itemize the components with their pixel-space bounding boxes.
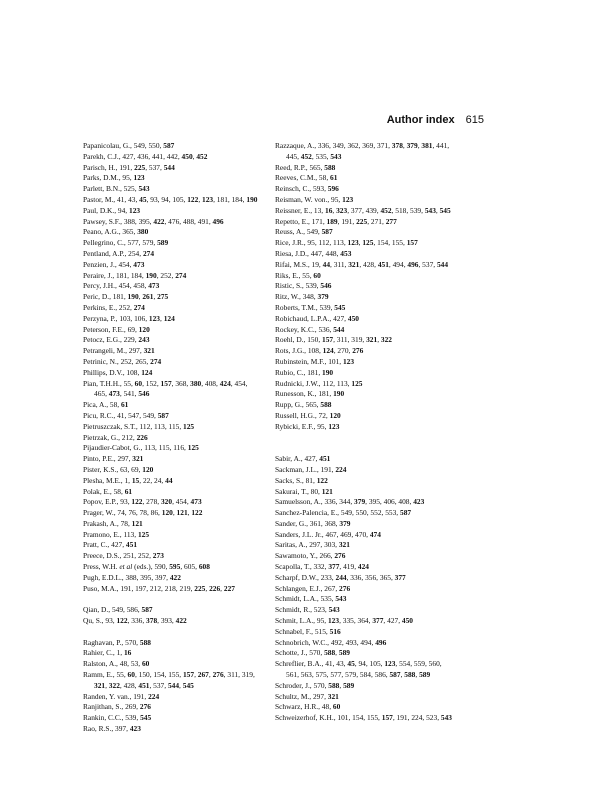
index-entry: Schlangen, E.J., 267, 276: [275, 583, 351, 593]
index-entry: Rockey, K.C., 536, 544: [275, 324, 345, 334]
index-entry: Ritz, W., 348, 379: [275, 292, 329, 302]
index-entry: Reed, R.P., 565, 588: [275, 162, 336, 172]
index-entry: Rudnicki, J.W., 112, 113, 125: [275, 378, 363, 388]
index-entry: Prager, W., 74, 76, 78, 86, 120, 121, 122: [83, 508, 203, 518]
letter-group-gap: [83, 594, 261, 605]
index-entry: Puso, M.A., 191, 197, 212, 218, 219, 225, 226, 227: [83, 583, 235, 593]
index-entry: Rubinstein, M.F., 101, 123: [275, 356, 355, 366]
index-entry: Scharpf, D.W., 233, 244, 336, 356, 365, 377: [275, 572, 406, 582]
index-entry: Peano, A.G., 365, 380: [83, 227, 149, 237]
index-entry: Peterson, F.E., 69, 120: [83, 324, 150, 334]
index-entry: Pinto, P.E., 297, 321: [83, 454, 144, 464]
running-head: [387, 114, 484, 126]
index-entry: Peraire, J., 181, 184, 190, 252, 274: [83, 270, 187, 280]
index-entry: Saritas, A., 297, 303, 321: [275, 540, 350, 550]
index-entry: Runesson, K., 181, 190: [275, 389, 345, 399]
index-entry: Sacks, S., 81, 122: [275, 475, 328, 485]
index-entry: Pawsey, S.F., 388, 395, 422, 476, 488, 491, 496: [83, 216, 224, 226]
index-entry: Qian, D., 549, 586, 587: [83, 605, 153, 615]
index-entry: Peric, D., 181, 190, 261, 275: [83, 292, 169, 302]
index-entry: Parekh, C.J., 427, 436, 441, 442, 450, 452: [83, 151, 208, 161]
index-entry: Rahier, C., 1, 16: [83, 648, 132, 658]
index-entry: Reuss, A., 549, 587: [275, 227, 333, 237]
index-entry: Pramono, E., 113, 125: [83, 529, 150, 539]
index-entry: Perkins, E., 252, 274: [83, 302, 145, 312]
index-entry: Petrinic, N., 252, 265, 274: [83, 356, 162, 366]
index-entry: Scapolla, T., 332, 377, 419, 424: [275, 562, 369, 572]
index-entry: Pugh, E.D.L., 388, 395, 397, 422: [83, 572, 181, 582]
index-entry: Rao, R.S., 397, 423: [83, 724, 141, 734]
index-entry: Pentland, A.P., 254, 274: [83, 248, 155, 258]
index-entry: Schwarz, H.R., 48, 60: [275, 702, 341, 712]
index-entry: Repetto, E., 171, 189, 191, 225, 271, 277: [275, 216, 397, 226]
index-entry: Plesha, M.E., 1, 15, 22, 24, 44: [83, 475, 173, 485]
index-entry: Pietruszczak, S.T., 112, 113, 115, 125: [83, 421, 195, 431]
index-entry: Pian, T.H.H., 55, 60, 152, 157, 368, 380, 408, 424, 454, 465, 473, 541, 546: [83, 378, 248, 399]
index-entry: Russell, H.G., 72, 120: [275, 410, 341, 420]
index-entry: Schmidt, R., 523, 543: [275, 605, 340, 615]
index-entry: Schnobrich, W.C., 492, 493, 494, 496: [275, 637, 387, 647]
index-entry: Reisman, W. von., 95, 123: [275, 194, 354, 204]
index-entry: Ramm, E., 55, 60, 150, 154, 155, 157, 267, 276, 311, 319, 321, 322, 428, 451, 537, 544, 545: [83, 670, 255, 690]
page-number: 615: [465, 114, 484, 126]
index-entry: Prakash, A., 78, 121: [83, 518, 143, 528]
index-entry: Petrangeli, M., 297, 321: [83, 346, 155, 356]
index-entry: Parisch, H., 191, 225, 537, 544: [83, 162, 175, 172]
index-entry: Schultz, M., 297, 321: [275, 691, 339, 701]
index-entry: Robichaud, L.P.A., 427, 450: [275, 313, 359, 323]
index-entry: Rybicki, E.F., 95, 123: [275, 421, 340, 431]
index-entry: Phillips, D.V., 108, 124: [83, 367, 153, 377]
index-entry: Schnabel, F., 515, 516: [275, 626, 341, 636]
index-entry: Schroder, J., 570, 588, 589: [275, 680, 355, 690]
letter-group-gap: [275, 433, 453, 444]
index-entry: Rubio, C., 181, 190: [275, 367, 334, 377]
index-entry: Sakurai, T., 80, 121: [275, 486, 333, 496]
index-entry: Ranjithan, S., 269, 276: [83, 702, 151, 712]
index-entry: Roehl, D., 150, 157, 311, 319, 321, 322: [275, 335, 392, 345]
index-entry: Sander, G., 361, 368, 379: [275, 518, 351, 528]
index-entry: Sackman, J.L., 191, 224: [275, 464, 347, 474]
index-entry: Sanders, J.L. Jr., 467, 469, 470, 474: [275, 529, 381, 539]
index-entry: Polak, E., 58, 61: [83, 486, 133, 496]
index-entry: Schotte, J., 570, 588, 589: [275, 648, 350, 658]
index-entry: Reinsch, C., 593, 596: [275, 184, 339, 194]
index-entry: Sanchez-Palencia, E., 549, 550, 552, 553, 587: [275, 508, 412, 518]
index-entry: Reissner, E., 13, 16, 323, 377, 439, 452, 518, 539, 543, 545: [275, 205, 451, 215]
index-entry: Perzyna, P., 103, 106, 123, 124: [83, 313, 175, 323]
index-entry: Razzaque, A., 336, 349, 362, 369, 371, 378, 379, 381, 441, 445, 452, 535, 543: [275, 141, 450, 161]
index-column-right: [275, 141, 453, 724]
index-entry: Samuelsson, A., 336, 344, 379, 395, 406, 408, 423: [275, 497, 425, 507]
index-entry: Rots, J.G., 108, 124, 270, 276: [275, 346, 364, 356]
index-entry: Pastor, M., 41, 43, 45, 93, 94, 105, 122, 123, 181, 184, 190: [83, 194, 258, 204]
index-entry: Percy, J.H., 454, 458, 473: [83, 281, 160, 291]
index-entry: Pister, K.S., 63, 69, 120: [83, 464, 154, 474]
index-entry: Roberts, T.M., 539, 545: [275, 302, 346, 312]
index-entry: Pijaudier-Cabot, G., 113, 115, 116, 125: [83, 443, 199, 453]
index-entry: Ristic, S., 539, 546: [275, 281, 332, 291]
index-entry: Pratt, C., 427, 451: [83, 540, 138, 550]
index-entry: Schmit, L.A., 95, 123, 335, 364, 377, 427, 450: [275, 616, 413, 626]
index-entry: Rifai, M.S., 19, 44, 311, 321, 428, 451, 494, 496, 537, 544: [275, 259, 449, 269]
index-entry: Raghavan, P., 570, 588: [83, 637, 151, 647]
index-entry: Pietrzak, G., 212, 226: [83, 432, 148, 442]
index-entry: Ralston, A., 48, 53, 60: [83, 659, 150, 669]
index-entry: Penzien, J., 454, 473: [83, 259, 145, 269]
letter-group-gap: [83, 627, 261, 638]
index-entry: Qu, S., 93, 122, 336, 378, 393, 422: [83, 616, 187, 626]
index-entry: Schreflier, B.A., 41, 43, 45, 94, 105, 123, 554, 559, 560, 561, 563, 575, 577, 579, 584, 586, 587, 588, 589: [275, 659, 442, 680]
index-entry: Rupp, G., 565, 588: [275, 400, 332, 410]
index-entry: Riesa, J.D., 447, 448, 453: [275, 248, 352, 258]
index-entry: Paul, D.K., 94, 123: [83, 205, 141, 215]
index-entry: Parks, D.M., 95, 123: [83, 173, 145, 183]
letter-group-gap: [275, 443, 453, 454]
index-entry: Riks, E., 55, 60: [275, 270, 321, 280]
running-head-title: Author index: [386, 114, 455, 126]
index-entry: Schmidt, L.A., 535, 543: [275, 594, 347, 604]
index-entry: Rice, J.R., 95, 112, 113, 123, 125, 154, 155, 157: [275, 238, 418, 248]
index-entry: Popov, E.P., 93, 122, 278, 320, 454, 473: [83, 497, 202, 507]
index-entry: Parlett, B.N., 525, 543: [83, 184, 150, 194]
index-entry: Rankin, C.C., 539, 545: [83, 713, 152, 723]
index-entry: Press, W.H. et al (eds.), 590, 595, 605, 608: [83, 562, 210, 572]
index-entry: Petocz, E.G., 229, 243: [83, 335, 150, 345]
index-column-left: [83, 141, 261, 735]
index-entry: Sawamoto, Y., 266, 276: [275, 551, 346, 561]
index-entry: Sabir, A., 427, 451: [275, 454, 331, 464]
index-entry: Preece, D.S., 251, 252, 273: [83, 551, 164, 561]
index-entry: Picu, R.C., 41, 547, 549, 587: [83, 410, 169, 420]
index-entry: Reeves, C.M., 58, 61: [275, 173, 338, 183]
index-entry: Pellegrino, C., 577, 579, 589: [83, 238, 169, 248]
index-entry: Schweizerhof, K.H., 101, 154, 155, 157, 191, 224, 523, 543: [275, 713, 452, 723]
index-entry: Papanicolau, G., 549, 550, 587: [83, 141, 175, 150]
index-entry: Randen, Y. van., 191, 224: [83, 691, 160, 701]
index-entry: Pica, A., 58, 61: [83, 400, 129, 410]
